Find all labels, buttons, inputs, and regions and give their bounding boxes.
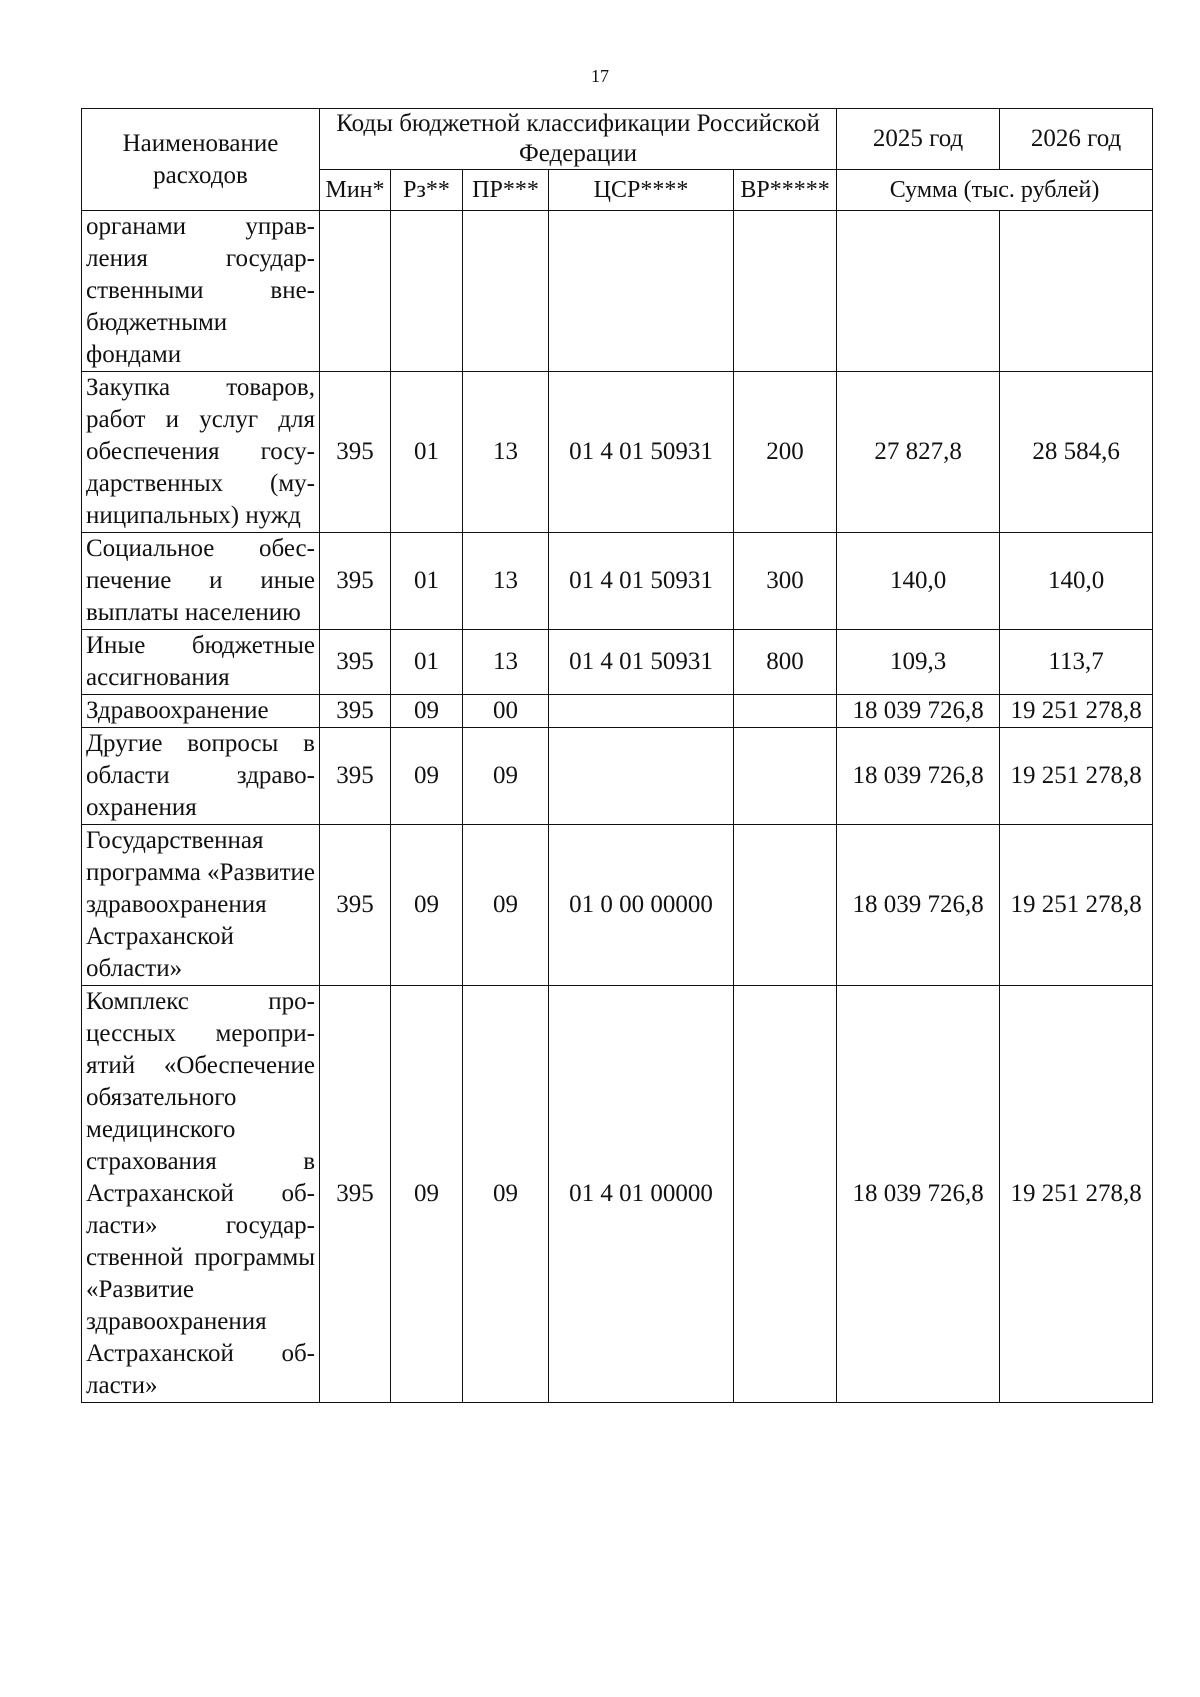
table-row [82, 630, 1153, 695]
cell-2025: 18 039 726,8 [837, 695, 1000, 728]
cell-name: Государственная программа «Развитие здравоохранения Астраханской области» [82, 825, 320, 986]
header-name: Наименование расходов [82, 109, 320, 211]
cell-2025: 18 039 726,8 [837, 728, 1000, 825]
header-pr: ПР*** [463, 170, 549, 211]
cell-2026 [1000, 211, 1153, 372]
cell-pr: 13 [463, 533, 549, 630]
cell-pr [463, 211, 549, 372]
cell-2025: 140,0 [837, 533, 1000, 630]
cell-pr: 09 [463, 825, 549, 986]
header-year-2025: 2025 год [837, 109, 1000, 170]
cell-rz: 09 [391, 695, 463, 728]
cell-rz: 01 [391, 533, 463, 630]
cell-pr: 09 [463, 986, 549, 1403]
cell-vr [734, 728, 837, 825]
budget-table [81, 108, 1153, 1403]
cell-csr: 01 0 00 00000 [549, 825, 734, 986]
cell-min: 395 [320, 986, 391, 1403]
cell-min: 395 [320, 825, 391, 986]
cell-min: 395 [320, 728, 391, 825]
cell-rz: 09 [391, 825, 463, 986]
header-year-2026: 2026 год [1000, 109, 1153, 170]
table-row [82, 372, 1153, 533]
cell-min: 395 [320, 695, 391, 728]
cell-csr [549, 695, 734, 728]
cell-2026: 140,0 [1000, 533, 1153, 630]
table-row [82, 533, 1153, 630]
cell-2026: 19 251 278,8 [1000, 728, 1153, 825]
cell-2026: 19 251 278,8 [1000, 825, 1153, 986]
cell-name: Другие вопросы в области здравоохранения [82, 728, 320, 825]
header-min: Мин* [320, 170, 391, 211]
header-sum: Сумма (тыс. рублей) [837, 170, 1153, 211]
page-number: 17 [591, 66, 609, 86]
cell-2026: 28 584,6 [1000, 372, 1153, 533]
cell-2025: 109,3 [837, 630, 1000, 695]
cell-name: Здравоохранение [82, 695, 320, 728]
cell-2026: 19 251 278,8 [1000, 695, 1153, 728]
header-row-1 [82, 109, 1153, 170]
cell-rz: 01 [391, 372, 463, 533]
cell-name: Социальное обеспечение и иные выплаты населению [82, 533, 320, 630]
cell-vr: 200 [734, 372, 837, 533]
cell-2025 [837, 211, 1000, 372]
cell-rz: 01 [391, 630, 463, 695]
table-row [82, 695, 1153, 728]
cell-rz: 09 [391, 986, 463, 1403]
cell-vr [734, 986, 837, 1403]
cell-vr [734, 211, 837, 372]
cell-name: органами управления государственными внебюджетными фондами [82, 211, 320, 372]
header-codes: Коды бюджетной классификации Российской Федерации [320, 109, 837, 170]
cell-2025: 27 827,8 [837, 372, 1000, 533]
header-rz: Рз** [391, 170, 463, 211]
cell-csr [549, 211, 734, 372]
table-row [82, 728, 1153, 825]
cell-csr: 01 4 01 50931 [549, 630, 734, 695]
cell-rz: 09 [391, 728, 463, 825]
cell-csr: 01 4 01 50931 [549, 372, 734, 533]
header-csr: ЦСР**** [549, 170, 734, 211]
table-row [82, 986, 1153, 1403]
cell-pr: 09 [463, 728, 549, 825]
cell-2026: 113,7 [1000, 630, 1153, 695]
cell-vr: 800 [734, 630, 837, 695]
cell-pr: 13 [463, 372, 549, 533]
table-row [82, 211, 1153, 372]
cell-vr [734, 695, 837, 728]
cell-min [320, 211, 391, 372]
cell-min: 395 [320, 372, 391, 533]
cell-min: 395 [320, 630, 391, 695]
header-vr: ВР***** [734, 170, 837, 211]
cell-csr: 01 4 01 00000 [549, 986, 734, 1403]
cell-2025: 18 039 726,8 [837, 825, 1000, 986]
cell-min: 395 [320, 533, 391, 630]
cell-pr: 13 [463, 630, 549, 695]
cell-name: Иные бюджетные ассигнования [82, 630, 320, 695]
cell-csr: 01 4 01 50931 [549, 533, 734, 630]
cell-2025: 18 039 726,8 [837, 986, 1000, 1403]
cell-vr [734, 825, 837, 986]
cell-name: Закупка товаров, работ и услуг для обеспечения государственных (муниципальных) нужд [82, 372, 320, 533]
cell-pr: 00 [463, 695, 549, 728]
cell-2026: 19 251 278,8 [1000, 986, 1153, 1403]
cell-vr: 300 [734, 533, 837, 630]
cell-csr [549, 728, 734, 825]
cell-name: Комплекс процессных мероприятий «Обеспечение обязательного медицинского страхования в Астраханской области» государственной программы «Развитие здравоохранения Астраханской области» [82, 986, 320, 1403]
table-row [82, 825, 1153, 986]
cell-rz [391, 211, 463, 372]
